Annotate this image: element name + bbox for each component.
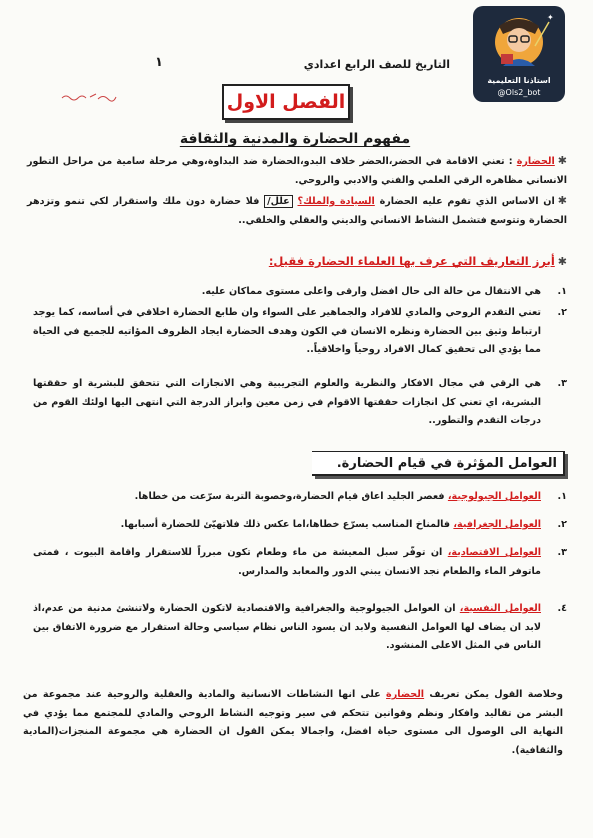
conclusion-paragraph [23, 686, 563, 760]
star-bullet-icon: ✱ [557, 154, 567, 167]
logo-handle: @Ols2_bot [497, 88, 541, 97]
basis-paragraph [27, 192, 567, 230]
channel-logo [473, 6, 565, 102]
basis-term: السيادة والملك؟ [297, 196, 375, 207]
factor-item [33, 544, 567, 581]
factor-term: العوامل الجغرافية، [453, 519, 541, 530]
definition-term: الحضارة [516, 156, 555, 167]
conclusion-before: وخلاصة القول يمكن تعريف [429, 689, 563, 700]
item-number: ٢. [557, 307, 567, 318]
definitions-heading-row [27, 252, 567, 273]
factors-heading-box [312, 451, 565, 476]
definitions-heading: أبرز التعاريف التي عرف بها العلماء الحضارة فقيل: [268, 254, 555, 268]
lesson-title: مفهوم الحضارة والمدنية والثقافة [179, 131, 411, 147]
item-number: ١. [557, 491, 567, 502]
item-text: هي الانتقال من حالة الى حال افضل وارقى واعلى مستوى مماكان عليه. [201, 286, 541, 297]
factor-term: العوامل الجيولوجية، [447, 491, 541, 502]
item-number: ٢. [557, 519, 567, 530]
factor-item [33, 516, 567, 535]
logo-name: استاذنا التعليمية [487, 76, 551, 85]
svg-text:✦: ✦ [547, 13, 554, 22]
basis-after: فلا حضارة دون ملك واستقرار لكي تنمو وتزدهر الحضارة وتتوسع فتشمل النشاط الانساني والديني والعقلي والخلقي.. [27, 196, 567, 226]
chapter-title: الفصل الاول [226, 91, 346, 113]
factor-term: العوامل النفسية، [459, 603, 541, 614]
item-number: ١. [557, 286, 567, 297]
factor-item [33, 488, 567, 507]
handwritten-scribble [60, 92, 120, 102]
star-bullet-icon: ✱ [557, 255, 567, 268]
factor-text: ان توفّر سبل المعيشة من ماء وطعام تكون مبرراً للاستقرار واقامة البيوت ، فمتى ماتوفر الماء والطعام نجد الانسان يبني الدور والمعابد والمدارس. [33, 547, 541, 577]
star-bullet-icon: ✱ [557, 194, 567, 207]
factors-title: العوامل المؤثرة في قيام الحضارة. [336, 455, 557, 471]
basis-before: ان الاساس الذي تقوم عليه الحضارة [379, 196, 555, 207]
conclusion-after: على انها النشاطات الانسانية والمادية والعقلية والروحية عند مجموعة من البشر من تقاليد وافكار ونظم وقوانين تتحكم في سير وتوجيه النشاط الروحي والمادي للمجتمع مما يؤدي في النهاية الى الوصول الى مستوى حياة افضل، واجمالا يمكن القول ان الحضارة هي مجموعة المنجزات(المادية والثقافية). [23, 689, 563, 756]
definition-item [33, 375, 567, 431]
factor-item [33, 600, 567, 656]
factor-text: فالمناخ المناسب يسرّع خطاها،اما عكس ذلك فلاتهيّئ للحضارة أسبابها. [120, 519, 451, 530]
factor-term: العوامل الاقتصادية، [447, 547, 541, 558]
item-number: ٣. [557, 378, 567, 389]
factor-text: فعصر الجليد اعاق قيام الحضارة،وخصوبة التربة سرّعت من خطاها. [134, 491, 445, 502]
definition-text: : تعني الاقامة في الحضر،الحضر خلاف البدو،الحضارة ضد البداوة،وهي مرحلة سامية من مراحل التطور الانساني مظاهره الرقي العلمي والفني والادبي والروحي. [27, 156, 567, 186]
reason-box: علل/ [264, 195, 293, 208]
conclusion-term: الحضارة [386, 689, 425, 700]
definition-item [33, 283, 567, 302]
page-header [30, 55, 450, 80]
factor-text: ان العوامل الجيولوجية والجغرافية والاقتصادية لاتكون الحضارة ولاتنشئ مدنية من عدم،اذ لابد ان يضاف لها العوامل النفسية ولابد ان يسود الناس نظام سياسي وحالة استقرار مع ضرورة الاتفاق بين الناس في المثل الاعلى المنشود. [33, 603, 541, 651]
page-number: ١ [155, 55, 163, 70]
item-text: هي الرقي في مجال الافكار والنظرية والعلوم التجريبية وهي الانجازات التي تتحقق للبشرية او حققتها البشرية، اي تعني كل انجازات حققتها الاقوام في زمن معين وابراز الدرجة التي انتهى اليها اولئك القوم من درجات التقدم والتطور.. [33, 378, 541, 426]
item-number: ٣. [557, 547, 567, 558]
definition-paragraph [27, 152, 567, 190]
teacher-avatar-icon [473, 6, 565, 76]
definition-item [33, 304, 567, 360]
chapter-title-box [222, 84, 350, 120]
item-number: ٤. [557, 603, 567, 614]
course-title: التاريخ للصف الرابع اعدادي [303, 58, 450, 71]
item-text: تعني التقدم الروحي والمادي للافراد والجماهير على السواء وان طابع الحضارة اخلاقي في أساسه، كما يوجد ارتباط وثيق بين الحضارة ونظره الانسان في الكون وهدف الحضارة ايجاد الظروف المؤاتيه للجميع في الحياة مما يؤدي الى تحقيق كمال الافراد روحياً واخلاقياً.. [33, 307, 541, 355]
